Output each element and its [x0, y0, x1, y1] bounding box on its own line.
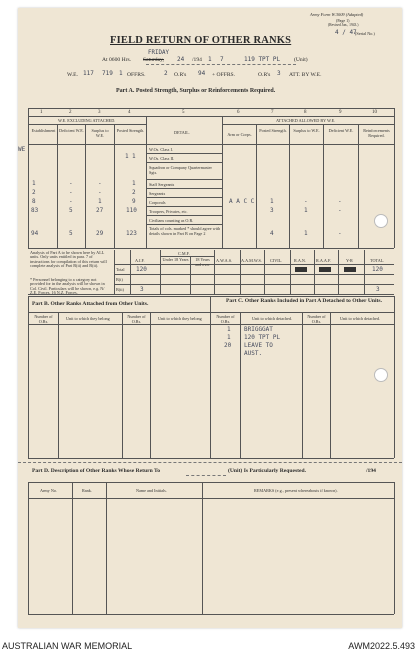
cmf-header: C.M.F.: [178, 251, 190, 256]
redaction-block: [319, 267, 331, 272]
redaction-block: [295, 267, 307, 272]
part-b-header: Number of O.Rs.: [34, 314, 53, 324]
analysis-header: A.W.A.S.: [216, 258, 233, 263]
part-b-header: Unit to which they belong: [66, 316, 110, 321]
cell-value: 1: [270, 198, 274, 205]
analysis-header: Y-R: [346, 258, 353, 263]
form-title: FIELD RETURN OF OTHER RANKS: [110, 35, 292, 46]
col-number: 8: [304, 110, 307, 115]
part-b-header: Unit to which they belong: [158, 316, 202, 321]
archive-footer: [0, 640, 419, 653]
form-reference: Army Form W.3009 (Adapted): [310, 12, 364, 17]
col-number: 2: [69, 110, 72, 115]
analysis-note-2: * Personnel belonging to a category not provided for in the analysis will be shown in Col. Civil. Particulars will be shown, e.g. N/ Z.E. Forces, 16 N.Z. Forces.: [30, 277, 105, 296]
part-c-count: 1: [227, 326, 231, 333]
cell-value: 9: [132, 198, 136, 205]
header-establishment: Establishment: [31, 128, 56, 133]
detail-row-label: Sergeants: [149, 191, 166, 196]
month-typed: 7: [220, 56, 224, 63]
analysis-row-label: B(ii): [116, 287, 124, 292]
year-prefix: /194: [192, 57, 202, 63]
header-reinforcements: Reinforcements Required.: [363, 128, 390, 138]
part-c-unit: AUST.: [244, 350, 263, 357]
part-a-title: Part A. Posted Strength, Surplus or Reinforcements Required.: [116, 88, 276, 94]
header-posted: Posted Strength.: [116, 128, 145, 133]
date-underline: [146, 64, 296, 65]
cell-value: -: [338, 207, 342, 214]
analysis-header: A.I.F.: [135, 258, 145, 263]
cell-value: 1: [132, 153, 136, 160]
col-number: 10: [372, 110, 377, 115]
total-value: 5: [69, 230, 73, 237]
cell-value: -: [98, 180, 102, 187]
part-c-unit: LEAVE TO: [244, 342, 273, 349]
part-d-header: REMARKS (e.g., present whereabouts if known).: [254, 488, 338, 493]
header-deficient-we: Deficient W.E.: [328, 128, 354, 133]
detail-row-label: Totals of cols. marked * should agree with details shown in Part B on Page 2: [149, 226, 221, 236]
part-c-unit: 120 TPT PL: [244, 334, 281, 341]
part-d-title-unit: (Unit) Is Particularly Requested.: [228, 468, 306, 474]
part-b-title: Part B. Other Ranks Attached from Other Units.: [32, 301, 149, 307]
col-number: 3: [98, 110, 101, 115]
part-d-header: Army No.: [40, 488, 57, 493]
total-value: -: [338, 230, 342, 237]
redaction-block: [344, 267, 356, 272]
cell-value: 83: [31, 207, 39, 214]
group-header-left: W.E. EXCLUDING ATTACHED.: [58, 118, 116, 123]
cell-value: -: [338, 198, 342, 205]
detail-row-label: W.Os. Class I.: [149, 147, 173, 152]
offrs-2-label: + OFFRS.: [212, 72, 236, 78]
offrs-label: OFFRS.: [127, 72, 146, 78]
part-d-title: Part D. Description of Other Ranks Whose Return To: [32, 468, 160, 474]
analysis-header: Under 18 Years: [162, 257, 189, 262]
cell-value: A A C C: [229, 198, 255, 205]
part-c-title: Part C. Other Ranks Included in Part A Detached to Other Units.: [226, 298, 382, 304]
col-number: 9: [339, 110, 342, 115]
cell-value: 2: [132, 189, 136, 196]
day-printed: Saturday,: [143, 57, 164, 63]
col-number: 4: [128, 110, 131, 115]
header-surplus-we: Surplus to W.E.: [293, 128, 320, 133]
group-header-right: ATTACHED ALLOWED BY W.E.: [276, 118, 336, 123]
analysis-value: 3: [376, 286, 380, 293]
part-d-header: Rank.: [82, 488, 92, 493]
we-value: 117: [83, 70, 94, 77]
cell-value: 1: [125, 153, 129, 160]
cell-value: 1: [304, 207, 308, 214]
part-c-count: 1: [227, 334, 231, 341]
detail-row-label: Staff Sergeants: [149, 182, 175, 187]
ors-label: O.R's: [174, 72, 187, 78]
analysis-header: TOTAL.: [370, 258, 385, 263]
part-c-header: Unit to which detached.: [252, 316, 293, 321]
col-number: 1: [40, 110, 43, 115]
detail-row-label: Civilians counting as O.R.: [149, 218, 194, 223]
header-posted-strength: Posted Strength.: [259, 128, 287, 133]
cell-value: 3: [270, 207, 274, 214]
year-typed: 1: [208, 56, 212, 63]
analysis-row-label: Total: [116, 267, 125, 272]
part-c-count: 20: [224, 342, 232, 349]
detail-row-label: Corporals: [149, 200, 166, 205]
day-typed: FRIDAY: [148, 50, 169, 56]
analysis-header: CIVIL.: [270, 258, 283, 263]
part-d-date: /194: [366, 468, 376, 474]
archive-name: AUSTRALIAN WAR MEMORIAL: [2, 641, 133, 651]
form-revision: (Revised Jan., 1943.): [328, 23, 359, 27]
col-number: 7: [271, 110, 274, 115]
total-value: 29: [96, 230, 104, 237]
detail-row-label: W.Os. Class II.: [149, 156, 175, 161]
form-page: [18, 8, 402, 628]
total-value: 94: [31, 230, 39, 237]
serial-number: 4 / 47: [335, 29, 357, 36]
cell-value: 1: [32, 180, 36, 187]
cell-value: 8: [32, 198, 36, 205]
punch-hole: [374, 214, 388, 228]
detail-row-label: Troopers, Privates, etc.: [149, 209, 188, 214]
punch-hole: [374, 368, 388, 382]
analysis-value: 120: [372, 266, 383, 273]
col-number: 5: [182, 110, 185, 115]
analysis-header: R.A.A.F.: [316, 258, 332, 263]
part-c-header: Unit to which detached.: [340, 316, 381, 321]
att-label: ATT. BY W.E.: [289, 72, 322, 78]
analysis-header: A.A.M.W.S.: [241, 258, 262, 263]
part-d-header: Name and Initials.: [136, 488, 167, 493]
we-label: W.E.: [67, 72, 78, 78]
form-page-ref: (Page 1): [336, 18, 350, 23]
offrs-value: 1: [119, 70, 123, 77]
ors-3-label: O.R's: [258, 72, 271, 78]
detail-row-label: Squadron or Company Quartermaster Sgts.: [149, 165, 212, 175]
ors-value: 2: [164, 70, 168, 77]
header-arm-corps: Arm or Corps.: [227, 132, 252, 137]
col-number: 6: [237, 110, 240, 115]
ors-value-2: 94: [198, 70, 206, 77]
header-detail: DETAIL.: [174, 130, 190, 135]
archive-reference: AWM2022.5.493: [348, 641, 415, 651]
at-hours-label: At 0600 Hrs.: [102, 57, 132, 63]
header-surplus: Surplus to W.E.: [91, 128, 109, 138]
total-value: 1: [304, 230, 308, 237]
cell-value: 1: [132, 180, 136, 187]
analysis-header: R.A.N.: [294, 258, 306, 263]
cell-value: -: [69, 198, 73, 205]
total-value: 123: [126, 230, 137, 237]
part-c-unit: BRIGGGAT: [244, 326, 273, 333]
att-value: 3: [277, 70, 281, 77]
we-value-2: 719: [102, 70, 113, 77]
cell-value: 27: [96, 207, 104, 214]
serial-label: (Serial No.): [355, 31, 375, 36]
cell-value: 110: [126, 207, 137, 214]
analysis-row-label: B(i): [116, 277, 123, 282]
perforation-line: [18, 462, 402, 463]
analysis-value: 3: [140, 286, 144, 293]
analysis-header: 18 Years and over: [195, 257, 210, 267]
unit-label: (Unit): [294, 57, 308, 63]
part-b-header: Number of O.Rs.: [127, 314, 146, 324]
cell-value: -: [98, 189, 102, 196]
side-label: WE: [18, 146, 26, 153]
cell-value: -: [304, 198, 308, 205]
analysis-value: 120: [136, 266, 147, 273]
cell-value: 1: [98, 198, 102, 205]
date-typed: 24: [177, 56, 185, 63]
part-c-header: Number of O.Rs.: [307, 314, 326, 324]
cell-value: -: [69, 180, 73, 187]
cell-value: -: [69, 189, 73, 196]
header-deficient: Deficient W.E.: [59, 128, 84, 133]
cell-value: 5: [69, 207, 73, 214]
part-c-header: Number of O.Rs.: [216, 314, 235, 324]
cell-value: 2: [32, 189, 36, 196]
part-d-unit-line: [186, 475, 226, 476]
total-value: 4: [270, 230, 274, 237]
analysis-note: Analysis of Part A to be shown here by ALL units. Only units entitled in para. 7 of instructions for compilation of this return will complete analysis of Part B(ii) and B(ii).: [30, 250, 107, 269]
unit-typed: 119 TPT PL: [244, 56, 281, 63]
